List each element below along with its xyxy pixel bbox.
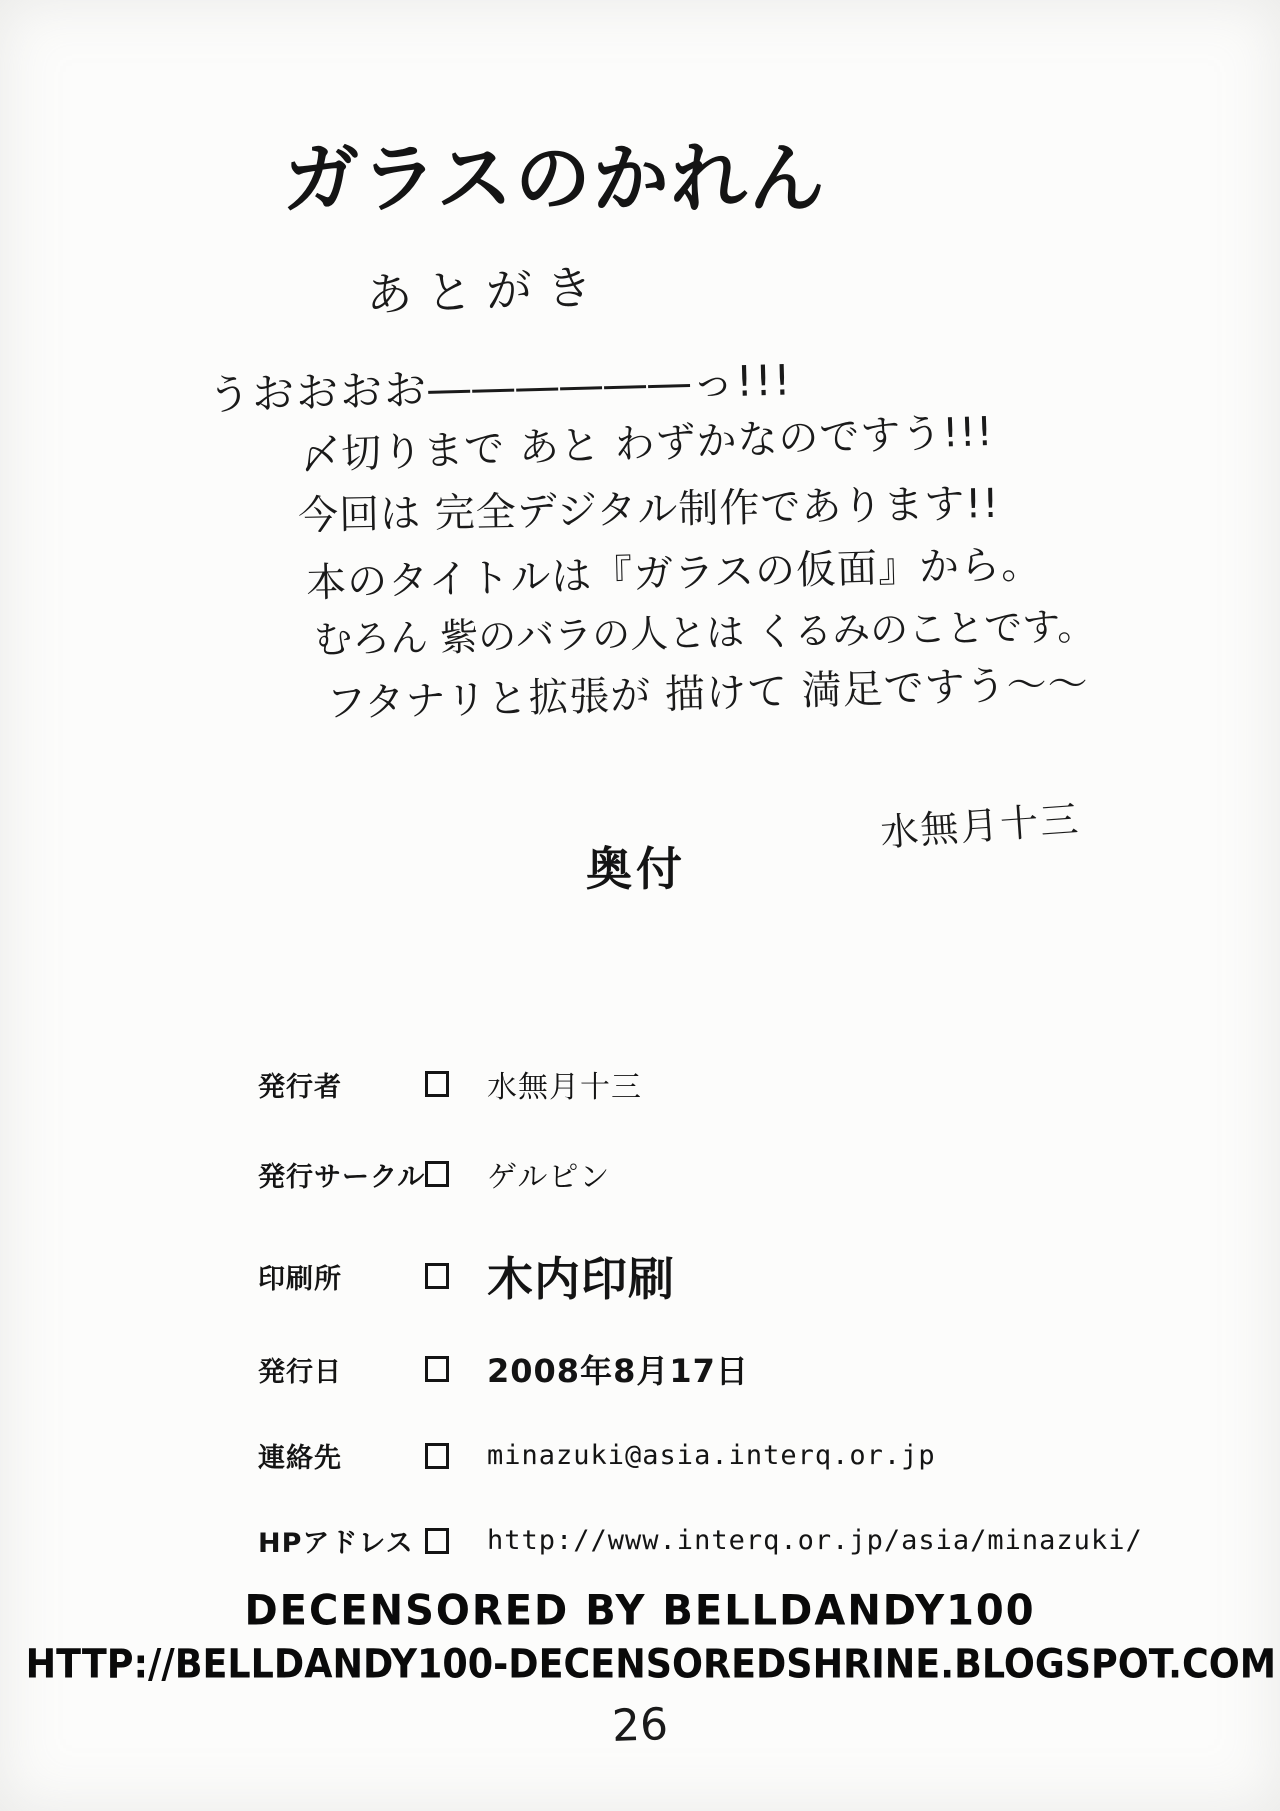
colophon-heading: 奥付 <box>586 842 686 896</box>
colophon-label: 発行者 <box>258 1071 342 1103</box>
colophon-row-publish-date <box>258 1346 749 1392</box>
square-bullet-icon <box>425 1443 449 1469</box>
colophon-label: 印刷所 <box>258 1263 342 1295</box>
afterword-line: フタナリと拡張が 描けて 満足ですう〜〜 <box>325 661 1090 727</box>
afterword-line: 〆切りまで あと わずかなのですう!!! <box>299 408 995 480</box>
afterword-line: 今回は 完全デジタル制作であります!! <box>297 480 1000 540</box>
colophon-value: 水無月十三 <box>487 1070 642 1105</box>
square-bullet-icon <box>425 1161 449 1187</box>
afterword-line: 本のタイトルは『ガラスの仮面』から。 <box>305 541 1043 607</box>
square-bullet-icon <box>425 1263 449 1289</box>
colophon-value-url: http://www.interq.or.jp/asia/minazuki/ <box>487 1525 1143 1556</box>
afterword-line: むろん 紫のバラの人とは くるみのことです。 <box>313 604 1096 662</box>
afterword-heading: あとがき <box>365 259 607 323</box>
author-signature: 水無月十三 <box>878 797 1082 855</box>
colophon-label: HPアドレス <box>258 1528 414 1559</box>
colophon-label: 発行サークル <box>258 1161 426 1193</box>
colophon-row-printer <box>258 1243 675 1309</box>
page-title: ガラスのかれん <box>283 138 827 222</box>
colophon-label: 連絡先 <box>258 1443 342 1474</box>
decensor-credit-line: DECENSORED BY BELLDANDY100 <box>244 1586 1036 1636</box>
colophon-row-publisher <box>258 1062 642 1106</box>
colophon-value: ゲルピン <box>487 1160 611 1195</box>
colophon-value: 2008年8月17日 <box>487 1352 749 1390</box>
decensor-credit-url: HTTP://BELLDANDY100-DECENSOREDSHRINE.BLOGSPOT.COM <box>25 1640 1277 1688</box>
colophon-label: 発行日 <box>258 1356 342 1388</box>
square-bullet-icon <box>425 1071 449 1097</box>
colophon-value: 木内印刷 <box>487 1252 675 1306</box>
colophon-row-circle <box>258 1152 610 1196</box>
page-number: 26 <box>611 1699 669 1752</box>
square-bullet-icon <box>425 1528 449 1554</box>
colophon-value-email: minazuki@asia.interq.or.jp <box>487 1440 936 1471</box>
square-bullet-icon <box>425 1356 449 1382</box>
colophon-row-contact-email <box>258 1436 936 1475</box>
colophon-row-homepage-url <box>258 1521 1143 1560</box>
afterword-line: うおおおお――――――っ!!! <box>207 355 794 420</box>
